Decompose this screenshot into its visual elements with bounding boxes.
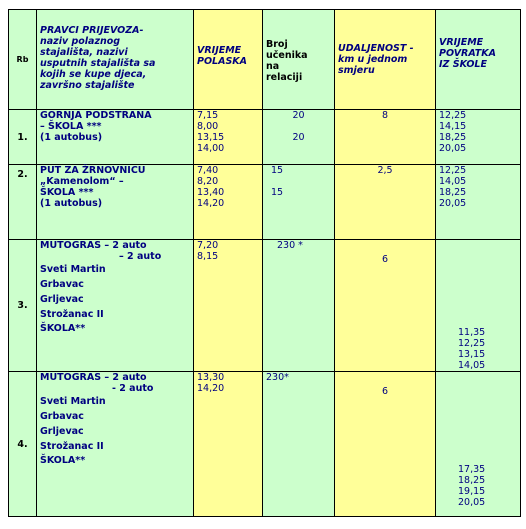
route-line: ŠKOLA** xyxy=(40,455,86,466)
text-line: – ŠKOLA *** xyxy=(40,121,102,132)
route-line: MUTOGRAS – 2 auto xyxy=(40,240,147,251)
return-cell xyxy=(436,372,521,517)
header-distance xyxy=(335,10,436,110)
route-line: Sveti Martin xyxy=(40,396,106,407)
text-line: 14,05 xyxy=(439,176,467,187)
text-line: 14,00 xyxy=(197,143,225,154)
departure-cell xyxy=(194,240,263,372)
text-line: završno stajalište xyxy=(40,80,135,91)
text-line: 13,30 xyxy=(197,372,225,383)
route-line: MUTOGRAS – 2 auto xyxy=(40,372,147,383)
distance-cell: 6 xyxy=(335,240,436,372)
table-row xyxy=(9,165,521,240)
text-line: PUT ZA ŽRNOVNICU xyxy=(40,165,146,176)
text-line: usputnih stajališta sa xyxy=(40,58,156,69)
text-line: 13,40 xyxy=(197,187,225,198)
text-line: 12,25 xyxy=(439,110,467,121)
text-line: 13,15 xyxy=(197,132,225,143)
text-line: 14,20 xyxy=(197,198,225,209)
text-line: 8,00 xyxy=(197,121,219,132)
text-line: VRIJEME xyxy=(197,45,242,56)
text-line: 7,15 xyxy=(197,110,219,121)
text-line: 20,05 xyxy=(439,143,467,154)
text-line: 14,05 xyxy=(458,360,486,371)
transport-schedule-table xyxy=(8,9,521,517)
text-line: 20,05 xyxy=(439,198,467,209)
text-line: (1 autobus) xyxy=(40,132,103,143)
text-line: 20 xyxy=(292,110,305,121)
departure-cell xyxy=(194,372,263,517)
distance-cell: 8 xyxy=(335,110,436,165)
route-line: ŠKOLA** xyxy=(40,323,86,334)
route-cell xyxy=(37,110,194,165)
route-line: – 2 auto xyxy=(119,251,162,262)
text-line: km u jednom xyxy=(338,54,408,65)
route-cell xyxy=(37,240,194,372)
text-line: UDALJENOST - xyxy=(338,43,414,54)
table-row xyxy=(9,240,521,372)
header-departure xyxy=(194,10,263,110)
text-line: 11,35 xyxy=(458,327,486,338)
row-number: 3. xyxy=(9,240,37,372)
text-line: IZ ŠKOLE xyxy=(439,59,487,70)
text-line: 8,20 xyxy=(197,176,219,187)
text-line xyxy=(271,176,331,187)
text-line: ŠKOLA *** xyxy=(40,187,94,198)
students-cell xyxy=(263,165,335,240)
text-line: 15 xyxy=(271,165,284,176)
text-line: učenika xyxy=(266,50,308,61)
text-line: 13,15 xyxy=(458,349,486,360)
route-line: Grbavac xyxy=(40,279,84,290)
route-line: Sveti Martin xyxy=(40,264,106,275)
text-line: 12,25 xyxy=(458,338,486,349)
route-line: Grljevac xyxy=(40,426,84,437)
header-students xyxy=(263,10,335,110)
text-line: 18,25 xyxy=(439,132,467,143)
text-line: kojih se kupe djeca, xyxy=(40,69,147,80)
header-route xyxy=(37,10,194,110)
text-line: 15 xyxy=(271,187,284,198)
text-line: VRIJEME xyxy=(439,37,484,48)
text-line: 17,35 xyxy=(458,464,486,475)
departure-cell xyxy=(194,165,263,240)
route-cell xyxy=(37,372,194,517)
return-cell xyxy=(436,240,521,372)
distance-cell: 2,5 xyxy=(335,165,436,240)
students-cell xyxy=(263,110,335,165)
text-line: 20 xyxy=(292,132,305,143)
departure-cell xyxy=(194,110,263,165)
route-line: Strožanac II xyxy=(40,441,104,452)
text-line: 14,15 xyxy=(439,121,467,132)
text-line: 14,20 xyxy=(197,383,225,394)
students-cell xyxy=(263,240,335,372)
row-number: 1. xyxy=(9,110,37,165)
text-line: 12,25 xyxy=(439,165,467,176)
text-line: 7,40 xyxy=(197,165,219,176)
text-line: 19,15 xyxy=(458,486,486,497)
text-line xyxy=(266,121,331,132)
text-line: 8,15 xyxy=(197,251,219,262)
text-line: POLASKA xyxy=(197,56,248,67)
text-line: relaciji xyxy=(266,72,303,83)
text-line: „Kamenolom“ – xyxy=(40,176,124,187)
text-line: Broj xyxy=(266,39,288,50)
text-line: 20,05 xyxy=(458,497,486,508)
text-line: stajališta, nazivi xyxy=(40,47,128,58)
return-cell xyxy=(436,110,521,165)
row-number: 4. xyxy=(9,372,37,517)
route-line: Grljevac xyxy=(40,294,84,305)
text-line: 18,25 xyxy=(439,187,467,198)
text-line: 7,20 xyxy=(197,240,219,251)
header-route-lines xyxy=(40,36,190,91)
table-row xyxy=(9,110,521,165)
route-line: - 2 auto xyxy=(112,383,154,394)
text-line: POVRATKA xyxy=(439,48,497,59)
text-line: na xyxy=(266,61,280,72)
header-rb: Rb xyxy=(9,10,37,110)
header-return xyxy=(436,10,521,110)
route-cell xyxy=(37,165,194,240)
text-line: (1 autobus) xyxy=(40,198,103,209)
distance-cell: 6 xyxy=(335,372,436,517)
route-line: Grbavac xyxy=(40,411,84,422)
text-line: GORNJA PODSTRANA xyxy=(40,110,152,121)
return-cell xyxy=(436,165,521,240)
table-row xyxy=(9,372,521,517)
students-cell xyxy=(263,372,335,517)
text-line: naziv polaznog xyxy=(40,36,121,47)
text-line: 230* xyxy=(266,372,289,383)
text-line: 230 * xyxy=(277,240,303,251)
header-route-title: PRAVCI PRIJEVOZA- xyxy=(40,25,144,36)
route-line: Strožanac II xyxy=(40,309,104,320)
header-row xyxy=(9,10,521,110)
row-number: 2. xyxy=(9,165,37,240)
text-line: 18,25 xyxy=(458,475,486,486)
text-line: smjeru xyxy=(338,65,375,76)
